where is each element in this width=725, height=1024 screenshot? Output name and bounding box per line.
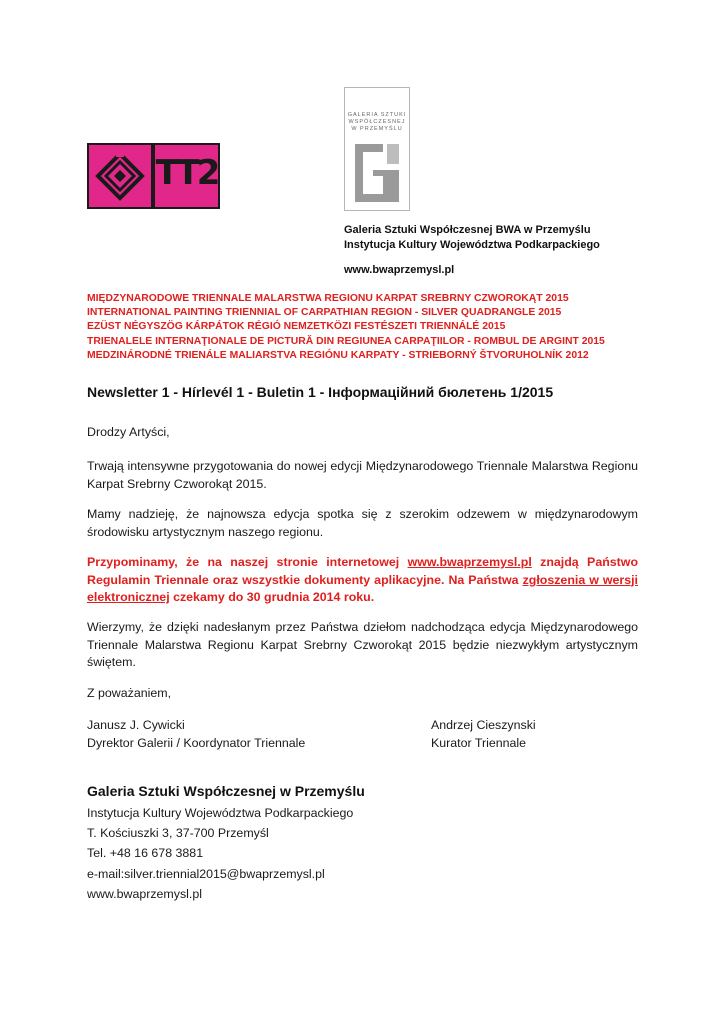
title-english: INTERNATIONAL PAINTING TRIENNIAL OF CARPATHIAN REGION - SILVER QUADRANGLE 2015 [87, 307, 562, 319]
signatory-director [87, 717, 305, 752]
closing: Z poważaniem, [87, 686, 172, 700]
tt2-logo [87, 143, 220, 209]
g-letter-icon [351, 140, 403, 206]
paragraph-preparations: Trwają intensywne przygotowania do nowej edycji Międzynarodowego Triennale Malarstwa Regionu Karpat Srebrny Czworokąt 2015. [87, 459, 638, 491]
title-hungarian: EZÜST NÉGYSZÖG KÁRPÁTOK RÉGIÓ NEMZETKÖZI FESTÉSZETI TRIENNÁLÉ 2015 [87, 321, 506, 333]
footer-website[interactable]: www.bwaprzemysl.pl [87, 886, 202, 901]
reminder-paragraph: Przypominamy, że na naszej stronie internetowej www.bwaprzemysl.pl znajdą Państwo Regulamin Triennale oraz wszystkie dokumenty aplikacyjne. Na Państwa zgłoszenia w wersji elektronicznej czekamy do 30 grudnia 2014 roku. [87, 555, 639, 604]
electronic-submission-text: zgłoszenia w wersji elektronicznej [87, 572, 638, 604]
paragraph-hope: Mamy nadzieję, że najnowsza edycja spotka się z szerokim odzewem w międzynarodowym środowisku artystycznym naszego regionu. [87, 507, 638, 539]
title-polish: MIĘDZYNARODOWE TRIENNALE MALARSTWA REGIONU KARPAT SREBRNY CZWOROKĄT 2015 [87, 293, 569, 304]
diamond-emblem [89, 145, 151, 207]
paragraph-belief: Wierzymy, że dzięki nadesłanym przez Państwa dziełom nadchodząca edycja Międzynarodowego Triennale Malarstwa Regionu Karpat Srebrny Czworokąt 2015 będzie niezwykłym artystycznym świętem. [87, 620, 638, 669]
footer-institution: Instytucja Kultury Województwa Podkarpackiego [87, 806, 354, 820]
title-romanian: TRIENALELE INTERNAŢIONALE DE PICTURĂ DIN REGIUNEA CARPAŢIILOR - ROMBUL DE ARGINT 2015 [87, 335, 605, 347]
signatory-name: Janusz J. Cywicki [87, 718, 185, 732]
gallery-logo [344, 87, 410, 211]
gallery-logo-line: GALERIA SZTUKI [347, 112, 407, 118]
footer-title: Galeria Sztuki Współczesnej w Przemyślu [87, 783, 365, 799]
signatory-curator [431, 717, 536, 752]
signatory-role: Kurator Triennale [431, 735, 527, 750]
signatory-role: Dyrektor Galerii / Koordynator Triennale [87, 735, 306, 750]
gallery-logo-line: W PRZEMYŚLU [351, 126, 403, 132]
institution-name: Instytucja Kultury Województwa Podkarpackiego [344, 239, 600, 251]
footer-phone: Tel. +48 16 678 3881 [87, 846, 204, 861]
footer-email[interactable]: e-mail:silver.triennial2015@bwaprzemysl.pl [87, 866, 325, 881]
website-link[interactable]: www.bwaprzemysl.pl [407, 555, 532, 569]
triennale-titles [87, 292, 647, 363]
greeting: Drodzy Artyści, [87, 425, 170, 439]
header-website: www.bwaprzemysl.pl [344, 264, 455, 276]
gallery-name: Galeria Sztuki Współczesnej BWA w Przemyślu [344, 224, 591, 236]
footer-contact [87, 803, 353, 904]
newsletter-heading: Newsletter 1 - Hírlevél 1 - Buletin 1 - Інформаційний бюлетень 1/2015 [87, 384, 554, 400]
signatory-name: Andrzej Cieszynski [431, 718, 536, 732]
title-slovak: MEDZINÁRODNÉ TRIENÁLE MALIARSTVA REGIÓNU KARPATY - STRIEBORNÝ ŠTVORUHOLNÍK 2012 [87, 349, 589, 361]
gallery-logo-line: WSPÓŁCZESNEJ [348, 119, 406, 125]
footer-address: T. Kościuszki 3, 37-700 Przemyśl [87, 826, 269, 841]
tt2-wordmark: TT2 [155, 145, 218, 207]
